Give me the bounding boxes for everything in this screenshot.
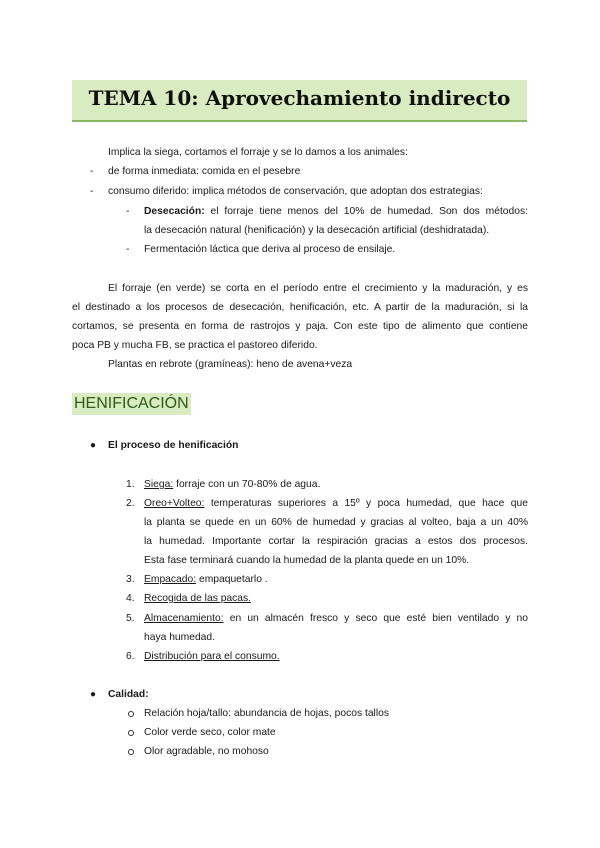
step-label: Siega: [144, 479, 174, 490]
section-heading-henificacion: HENIFICACIÓN [72, 393, 191, 415]
page-title: TEMA 10: Aprovechamiento indirecto [88, 86, 511, 110]
step-label: Oreo+Volteo: [144, 498, 205, 509]
quality-item: Olor agradable, no mohoso [144, 746, 269, 757]
process-heading: El proceso de henificación [108, 440, 239, 451]
step-text: forraje con un 70-80% de agua. [176, 479, 321, 490]
step-recogida: Recogida de las pacas. [144, 593, 252, 604]
step-label: Almacenamiento: [144, 613, 224, 624]
step-label: Empacado: [144, 574, 197, 585]
strategy-desecacion [144, 205, 528, 219]
intro-item-immediate: de forma inmediata: comida en el pesebre [108, 166, 301, 177]
intro-text: Implica la siega, cortamos el forraje y se lo damos a los animales: [108, 147, 408, 158]
step-number: 4. [126, 593, 135, 604]
quality-item: Color verde seco, color mate [144, 727, 276, 738]
bullet-icon: ● [90, 440, 97, 451]
quality-heading: Calidad: [108, 689, 149, 700]
dash-marker: - [90, 166, 94, 177]
step-number: 1. [126, 479, 135, 490]
dash-marker: - [126, 244, 130, 255]
circle-bullet-icon [128, 749, 134, 755]
intro-item-deferred: consumo diferido: implica métodos de conservación, que adoptan dos estrategias: [108, 186, 483, 197]
step-text: en un almacén fresco y seco que esté bien ventilado y no [229, 613, 528, 624]
paragraph-line: el destinado a los procesos de desecación, henificación, etc. A partir de la maduración, si la [72, 302, 528, 313]
step-siega [144, 478, 320, 492]
paragraph-line: poca PB y mucha FB, se practica el pastoreo diferido. [72, 340, 318, 351]
desecacion-text-cont: la desecación natural (henificación) y la desecación artificial (deshidratada). [144, 225, 490, 236]
step-text-cont: la humedad. Importante cortar la respiración gracias a estos dos procesos. [144, 536, 528, 547]
paragraph-line: cortamos, se presenta en forma de rastrojos y paja. Con este tipo de alimento que contiene [72, 321, 528, 332]
step-number: 6. [126, 651, 135, 662]
step-empacado [144, 573, 268, 587]
circle-bullet-icon [128, 730, 134, 736]
step-number: 3. [126, 574, 135, 585]
step-distribucion: Distribución para el consumo. [144, 651, 280, 662]
dash-marker: - [90, 186, 94, 197]
step-text: temperaturas superiores a 15º y poca humedad, que hace que [210, 498, 528, 509]
paragraph-line: El forraje (en verde) se corta en el período entre el crecimiento y la maduración, y es [108, 283, 528, 294]
step-text-cont: la planta se quede en un 60% de humedad y gracias al volteo, baja a un 40% [144, 517, 528, 528]
title-banner [72, 80, 527, 122]
plants-line: Plantas en rebrote (gramíneas): heno de avena+veza [108, 359, 353, 370]
step-number: 2. [126, 498, 135, 509]
circle-bullet-icon [128, 711, 134, 717]
desecacion-label: Desecación: [144, 206, 205, 217]
desecacion-text: el forraje tiene menos del 10% de humedad. Son dos métodos: [210, 206, 528, 217]
step-text-cont: haya humedad. [144, 632, 215, 643]
dash-marker: - [126, 206, 130, 217]
step-text-cont: Esta fase terminará cuando la humedad de la planta quede en un 10%. [144, 555, 470, 566]
quality-item: Relación hoja/tallo: abundancia de hojas, pocos tallos [144, 708, 390, 719]
step-number: 5. [126, 613, 135, 624]
step-almacenamiento [144, 612, 528, 626]
step-oreo-volteo [144, 497, 528, 511]
bullet-icon: ● [90, 689, 97, 700]
step-text: empaquetarlo . [198, 574, 268, 585]
strategy-fermentacion: Fermentación láctica que deriva al proceso de ensilaje. [144, 244, 396, 255]
